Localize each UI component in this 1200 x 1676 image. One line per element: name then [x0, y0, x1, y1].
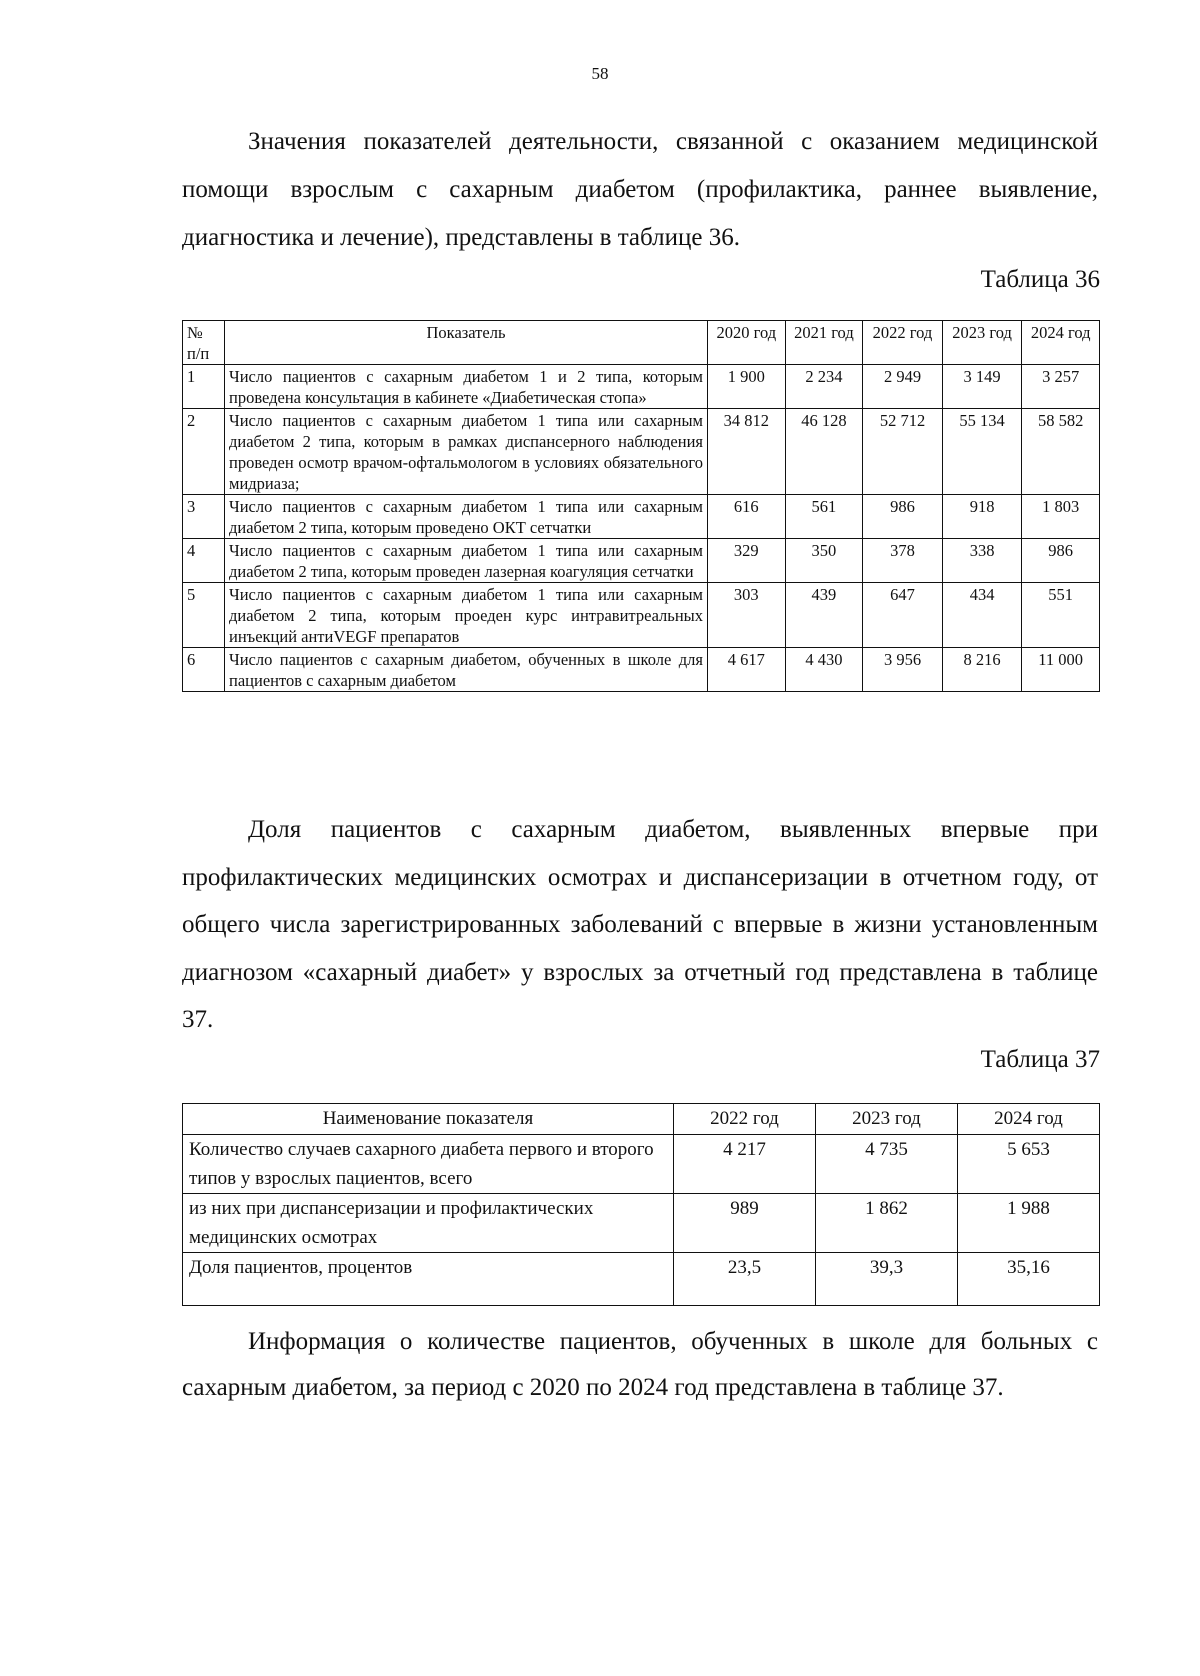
value-cell: 986: [863, 495, 943, 539]
value-cell: 1 988: [958, 1194, 1100, 1253]
value-cell: 39,3: [816, 1253, 958, 1306]
intro-paragraph: [182, 118, 1098, 262]
value-cell: 918: [942, 495, 1022, 539]
row-indicator: Число пациентов с сахарным диабетом 1 типа или сахарным диабетом 2 типа, которым проведен лазерная коагуляция сетчатки: [225, 539, 708, 583]
intro-paragraph-text: Значения показателей деятельности, связанной с оказанием медицинской помощи взрослым с сахарным диабетом (профилактика, раннее выявление, диагностика и лечение), представлены в таблице 36.: [182, 128, 1098, 251]
value-cell: 989: [674, 1194, 816, 1253]
row-number: 4: [183, 539, 225, 583]
row-number: 1: [183, 365, 225, 409]
row-indicator: Доля пациентов, процентов: [183, 1253, 674, 1306]
value-cell: 986: [1022, 539, 1100, 583]
table-row: [183, 648, 1100, 692]
value-cell: 58 582: [1022, 409, 1100, 495]
table-row: [183, 495, 1100, 539]
header-indicator-name: Наименование показателя: [183, 1104, 674, 1135]
row-indicator: Количество случаев сахарного диабета первого и второго типов у взрослых пациентов, всего: [183, 1135, 674, 1194]
header-year-2023: 2023 год: [816, 1104, 958, 1135]
value-cell: 46 128: [785, 409, 863, 495]
row-number: 5: [183, 583, 225, 648]
value-cell: 434: [942, 583, 1022, 648]
header-number: № п/п: [183, 321, 225, 365]
value-cell: 34 812: [708, 409, 786, 495]
table-row: [183, 539, 1100, 583]
table-36: [182, 320, 1100, 692]
row-indicator: Число пациентов с сахарным диабетом 1 типа или сахарным диабетом 2 типа, которым в рамках диспансерного наблюдения проведен осмотр врачом-офтальмологом в условиях обязательного мидриаза;: [225, 409, 708, 495]
value-cell: 1 803: [1022, 495, 1100, 539]
value-cell: 303: [708, 583, 786, 648]
row-number: 2: [183, 409, 225, 495]
value-cell: 2 234: [785, 365, 863, 409]
header-year-2024: 2024 год: [1022, 321, 1100, 365]
school-paragraph: [182, 1319, 1098, 1411]
value-cell: 3 149: [942, 365, 1022, 409]
row-indicator: Число пациентов с сахарным диабетом 1 типа или сахарным диабетом 2 типа, которым проеден курс интравитреальных инъекций антиVEGF препаратов: [225, 583, 708, 648]
value-cell: 551: [1022, 583, 1100, 648]
value-cell: 616: [708, 495, 786, 539]
table-row: [183, 1135, 1100, 1194]
value-cell: 8 216: [942, 648, 1022, 692]
header-year-2022: 2022 год: [863, 321, 943, 365]
value-cell: 3 956: [863, 648, 943, 692]
value-cell: 11 000: [1022, 648, 1100, 692]
row-indicator: из них при диспансеризации и профилактических медицинских осмотрах: [183, 1194, 674, 1253]
value-cell: 350: [785, 539, 863, 583]
value-cell: 4 430: [785, 648, 863, 692]
row-indicator: Число пациентов с сахарным диабетом 1 и 2 типа, которым проведена консультация в кабинете «Диабетическая стопа»: [225, 365, 708, 409]
row-indicator: Число пациентов с сахарным диабетом 1 типа или сахарным диабетом 2 типа, которым проведено ОКТ сетчатки: [225, 495, 708, 539]
share-paragraph-text: Доля пациентов с сахарным диабетом, выявленных впервые при профилактических медицинских осмотрах и диспансеризации в отчетном году, от общего числа зарегистрированных заболеваний с впервые в жизни установленным диагнозом «сахарный диабет» у взрослых за отчетный год представлена в таблице 37.: [182, 816, 1098, 1033]
table-row: [183, 409, 1100, 495]
table-row: [183, 365, 1100, 409]
table-37-caption: Таблица 37: [980, 1046, 1100, 1073]
header-year-2020: 2020 год: [708, 321, 786, 365]
table-row: [183, 583, 1100, 648]
value-cell: 4 735: [816, 1135, 958, 1194]
value-cell: 561: [785, 495, 863, 539]
header-year-2023: 2023 год: [942, 321, 1022, 365]
table-row: [183, 1253, 1100, 1306]
value-cell: 439: [785, 583, 863, 648]
page-number: 58: [591, 64, 609, 83]
row-indicator: Число пациентов с сахарным диабетом, обученных в школе для пациентов с сахарным диабетом: [225, 648, 708, 692]
value-cell: 338: [942, 539, 1022, 583]
value-cell: 378: [863, 539, 943, 583]
value-cell: 2 949: [863, 365, 943, 409]
table-36-header-row: [183, 321, 1100, 365]
value-cell: 4 617: [708, 648, 786, 692]
value-cell: 1 862: [816, 1194, 958, 1253]
table-36-caption: Таблица 36: [980, 266, 1100, 293]
header-year-2024: 2024 год: [958, 1104, 1100, 1135]
table-row: [183, 1194, 1100, 1253]
row-number: 6: [183, 648, 225, 692]
header-year-2021: 2021 год: [785, 321, 863, 365]
header-year-2022: 2022 год: [674, 1104, 816, 1135]
value-cell: 647: [863, 583, 943, 648]
value-cell: 35,16: [958, 1253, 1100, 1306]
value-cell: 4 217: [674, 1135, 816, 1194]
share-paragraph: [182, 806, 1098, 1044]
value-cell: 55 134: [942, 409, 1022, 495]
header-indicator: Показатель: [225, 321, 708, 365]
value-cell: 52 712: [863, 409, 943, 495]
row-number: 3: [183, 495, 225, 539]
table-37-header-row: [183, 1104, 1100, 1135]
value-cell: 5 653: [958, 1135, 1100, 1194]
value-cell: 3 257: [1022, 365, 1100, 409]
school-paragraph-text: Информация о количестве пациентов, обученных в школе для больных с сахарным диабетом, за период с 2020 по 2024 год представлена в таблице 37.: [182, 1328, 1098, 1401]
table-37: [182, 1103, 1100, 1306]
value-cell: 1 900: [708, 365, 786, 409]
value-cell: 23,5: [674, 1253, 816, 1306]
value-cell: 329: [708, 539, 786, 583]
